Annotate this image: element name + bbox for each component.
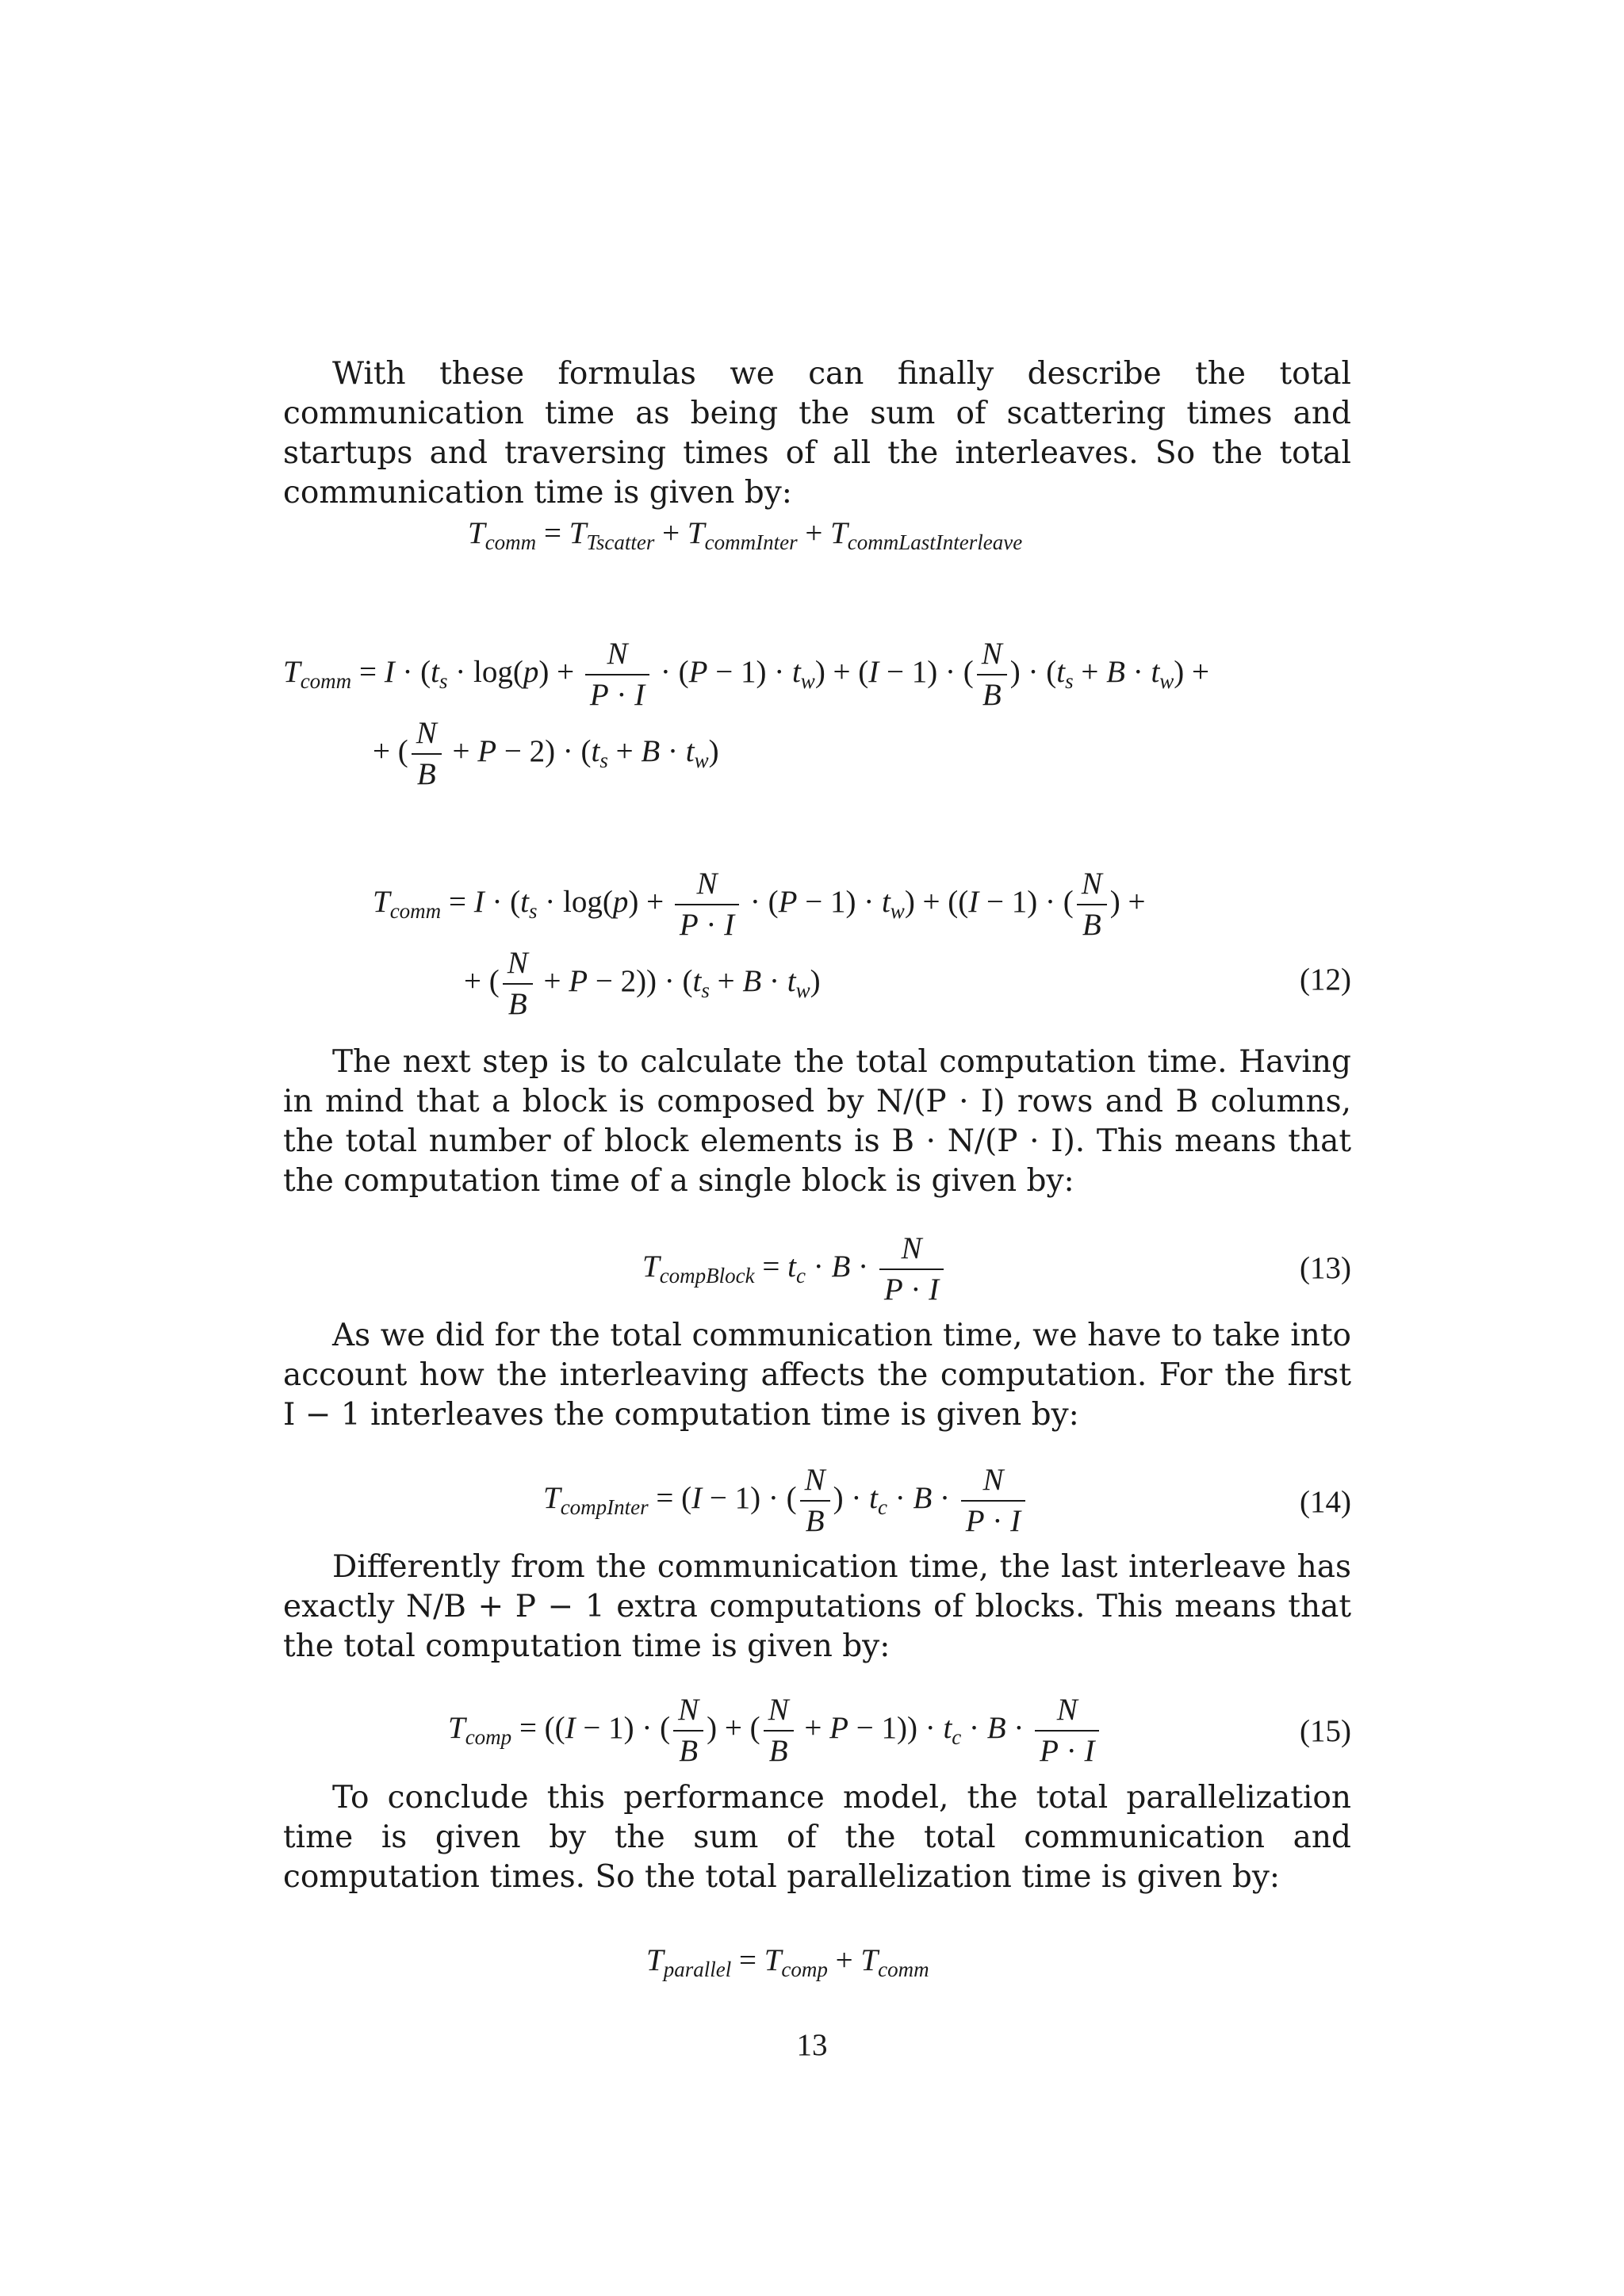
equation-number-15: (15) bbox=[1300, 1714, 1351, 1748]
page-number: 13 bbox=[796, 2028, 828, 2062]
equation-number-12: (12) bbox=[1300, 962, 1351, 997]
equation-14: $T_{compInter} = (I - 1)$ · ( $\frac{N}{B}$ ) · $t_c \cdot B$ · $\frac{N}{P \cdot I}$ bbox=[543, 1460, 1028, 1541]
equation-tparallel: $T_{parallel} = T_{comp} + T_{comm}$ bbox=[646, 1943, 929, 1981]
equation-number-14: (14) bbox=[1300, 1485, 1351, 1519]
equation-tcomm-expanded-line2: + ( $\frac{N}{B}$ + $P - 2) \cdot (t_s + B \cdot t_w)$ bbox=[373, 714, 719, 794]
equation-12-line2: + ( $\frac{N}{B}$ + $P - 2)) \cdot (t_s + B \cdot t_w)$ bbox=[464, 943, 821, 1024]
equation-number-13: (13) bbox=[1300, 1251, 1351, 1285]
paragraph-5: To conclude this performance model, the total parallelization time is given by the sum of the total communication and computation times. So the total parallelization time is given by: bbox=[283, 1780, 1351, 1895]
equation-13: $T_{compBlock} = t_c \cdot B$ · $\frac{N}{P \cdot I}$ bbox=[642, 1229, 947, 1310]
equation-tcomm-sum: $T_{comm} = T_{Tscatter} + T_{commInter} + T_{commLastInterleave}$ bbox=[468, 516, 1023, 554]
equation-12-line1: $T_{comm} = I \cdot (t_s \cdot \log(p)$ + $\frac{N}{P \cdot I}$ · $(P - 1) \cdot t_w) + ((I - 1)$ · ( $\frac{N}{B}$ ) + bbox=[373, 864, 1146, 945]
equation-tcomm-expanded-line1: $T_{comm} = I \cdot (t_s \cdot \log(p)$ + $\frac{N}{P \cdot I}$ · $(P - 1) \cdot t_w) + (I - 1)$ · ( $\frac{N}{B}$ ) · $(t_s + B \cdot t_w)$ + bbox=[283, 634, 1209, 715]
equation-15: $T_{comp} = ((I - 1)$ · ( $\frac{N}{B}$ ) + ( $\frac{N}{B}$ + $P - 1)) \cdot t_c \cdot B$ · $\frac{N}{P \cdot I}$ bbox=[448, 1690, 1102, 1771]
paragraph-1: With these formulas we can finally describe the total communication time as being the sum of scattering times and startups and traversing times of all the interleaves. So the total communication time is given by: bbox=[283, 356, 1351, 511]
paragraph-2: The next step is to calculate the total computation time. Having in mind that a block is composed by N/(P · I) rows and B columns, the total number of block elements is B · N/(P · I). This means that the computation time of a single block is given by: bbox=[283, 1044, 1351, 1199]
paragraph-4: Differently from the communication time, the last interleave has exactly N/B + P − 1 extra computations of blocks. This means that the total computation time is given by: bbox=[283, 1549, 1351, 1664]
paragraph-3: As we did for the total communication time, we have to take into account how the interleaving affects the computation. For the first I − 1 interleaves the computation time is given by: bbox=[283, 1318, 1351, 1433]
